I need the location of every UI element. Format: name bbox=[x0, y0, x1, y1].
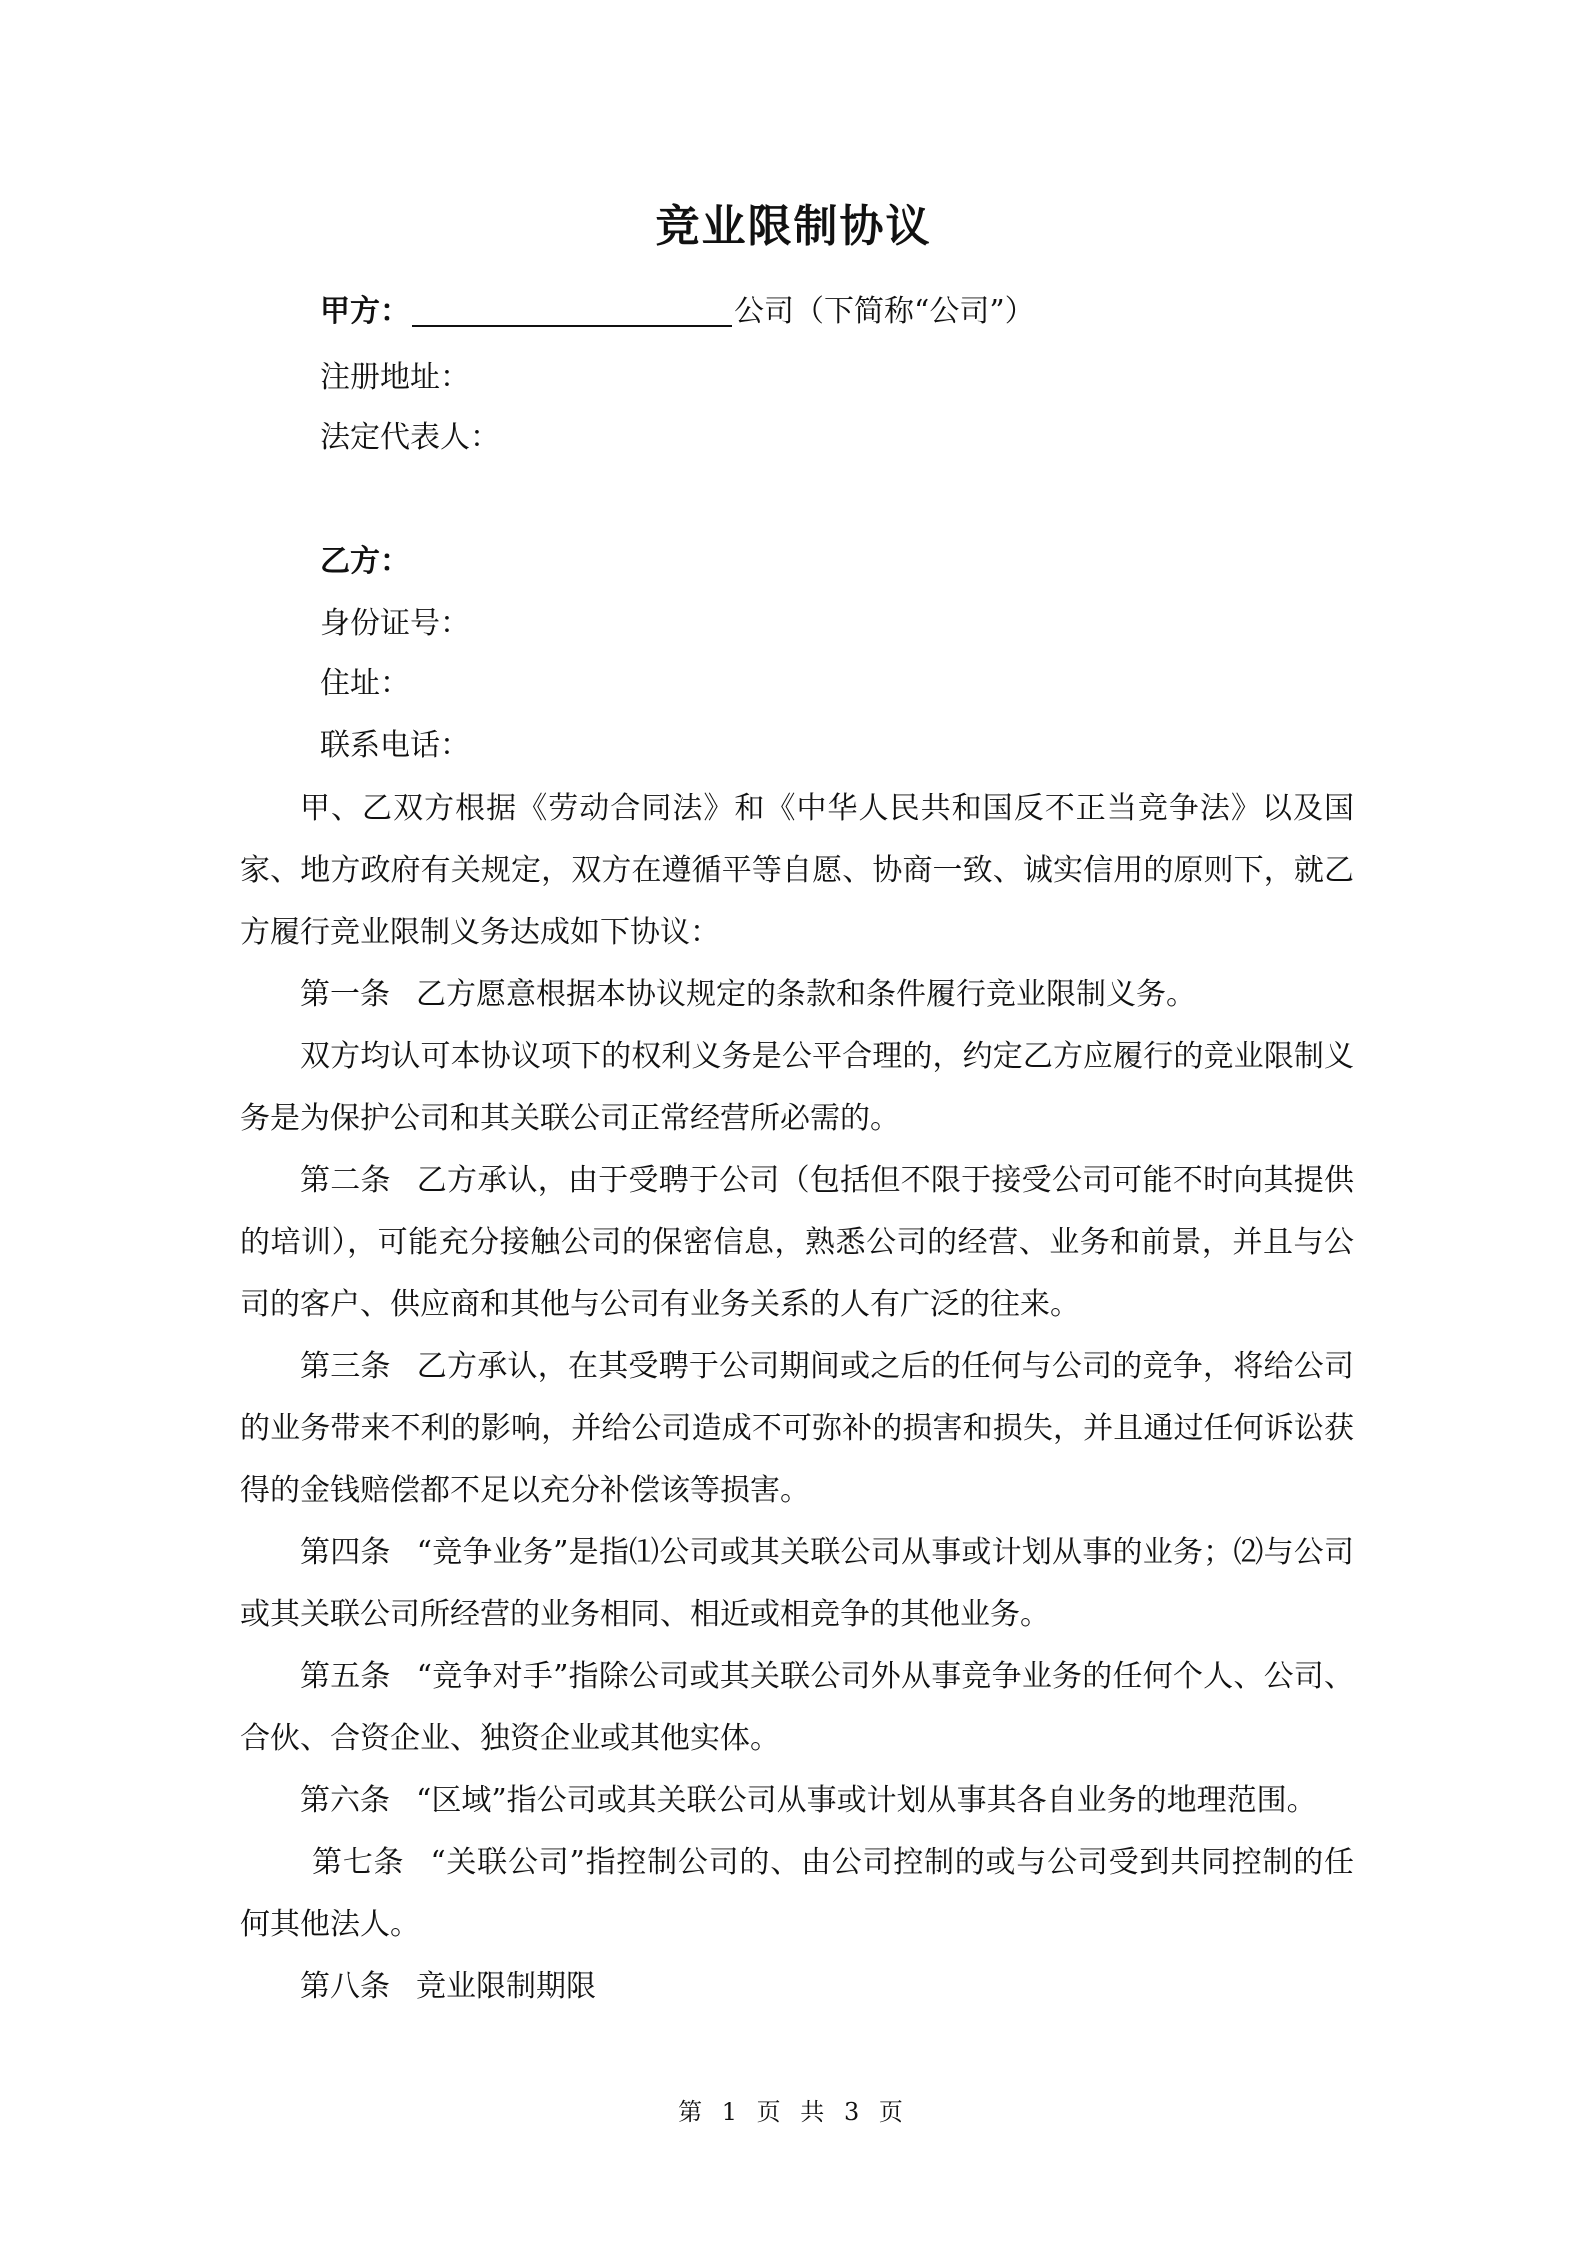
article-paragraph bbox=[240, 1336, 1354, 1522]
article-number: 第六条 bbox=[300, 1783, 390, 1818]
article-paragraph bbox=[240, 1646, 1354, 1770]
article-text: 乙方承认，在其受聘于公司期间或之后的任何与公司的竞争，将给公司的业务带来不利的影响，并给公司造成不可弥补的损害和损失，并且通过任何诉讼获得的金钱赔偿都不足以充分补偿该等损害。 bbox=[240, 1349, 1355, 1508]
article-number: 第四条 bbox=[300, 1535, 391, 1570]
document-title: 竞业限制协议 bbox=[655, 201, 932, 252]
article-paragraph bbox=[240, 1956, 1354, 2018]
article-number: 第三条 bbox=[300, 1349, 391, 1384]
party-b-phone-label: 联系电话： bbox=[320, 728, 470, 763]
article-text: 竞业限制期限 bbox=[416, 1969, 596, 2004]
article-paragraph bbox=[240, 964, 1354, 1026]
party-b-id-label: 身份证号： bbox=[320, 606, 470, 641]
article-number: 第五条 bbox=[300, 1659, 391, 1694]
article-text: “竞争对手”指除公司或其关联公司外从事竞争业务的任何个人、公司、合伙、合资企业、独资企业或其他实体。 bbox=[240, 1659, 1354, 1756]
party-b-address-label: 住址： bbox=[320, 666, 410, 701]
party-b-label: 乙方： bbox=[320, 544, 410, 579]
article-paragraph bbox=[240, 1832, 1354, 1956]
article-number: 第七条 bbox=[312, 1845, 405, 1880]
article-number: 第八条 bbox=[300, 1969, 390, 2004]
page-footer: 第 1 页 共 3 页 bbox=[678, 2098, 909, 2126]
article-paragraph bbox=[240, 1770, 1354, 1832]
preamble-paragraph: 甲、乙双方根据《劳动合同法》和《中华人民共和国反不正当竞争法》以及国家、地方政府有关规定，双方在遵循平等自愿、协商一致、诚实信用的原则下，就乙方履行竞业限制义务达成如下协议： bbox=[240, 791, 1354, 950]
party-a-suffix: 公司（下简称“公司”） bbox=[734, 294, 1035, 329]
article-text: 乙方承认，由于受聘于公司（包括但不限于接受公司可能不时向其提供的培训），可能充分接触公司的保密信息，熟悉公司的经营、业务和前景，并且与公司的客户、供应商和其他与公司有业务关系的人有广泛的往来。 bbox=[240, 1163, 1355, 1322]
article-number: 第一条 bbox=[300, 977, 390, 1012]
article-text: 乙方愿意根据本协议规定的条款和条件履行竞业限制义务。 bbox=[416, 977, 1196, 1012]
party-a-name-blank bbox=[412, 295, 732, 327]
article-text: 双方均认可本协议项下的权利义务是公平合理的，约定乙方应履行的竞业限制义务是为保护公司和其关联公司正常经营所必需的。 bbox=[240, 1039, 1354, 1136]
agreement-body bbox=[240, 778, 1354, 2018]
party-a-address-label: 注册地址： bbox=[320, 360, 470, 395]
article-paragraph bbox=[240, 1522, 1354, 1646]
article-text: “竞争业务”是指⑴公司或其关联公司从事或计划从事的业务；⑵与公司或其关联公司所经营的业务相同、相近或相竞争的其他业务。 bbox=[240, 1535, 1354, 1632]
party-a-label: 甲方： bbox=[320, 294, 410, 329]
article-number: 第二条 bbox=[300, 1163, 391, 1198]
article-paragraph bbox=[240, 1026, 1354, 1150]
article-text: “区域”指公司或其关联公司从事或计划从事其各自业务的地理范围。 bbox=[416, 1783, 1317, 1818]
party-a-line bbox=[320, 292, 1035, 332]
article-paragraph bbox=[240, 1150, 1354, 1336]
article-text: “关联公司”指控制公司的、由公司控制的或与公司受到共同控制的任何其他法人。 bbox=[240, 1845, 1354, 1942]
party-a-representative-label: 法定代表人： bbox=[320, 420, 500, 455]
